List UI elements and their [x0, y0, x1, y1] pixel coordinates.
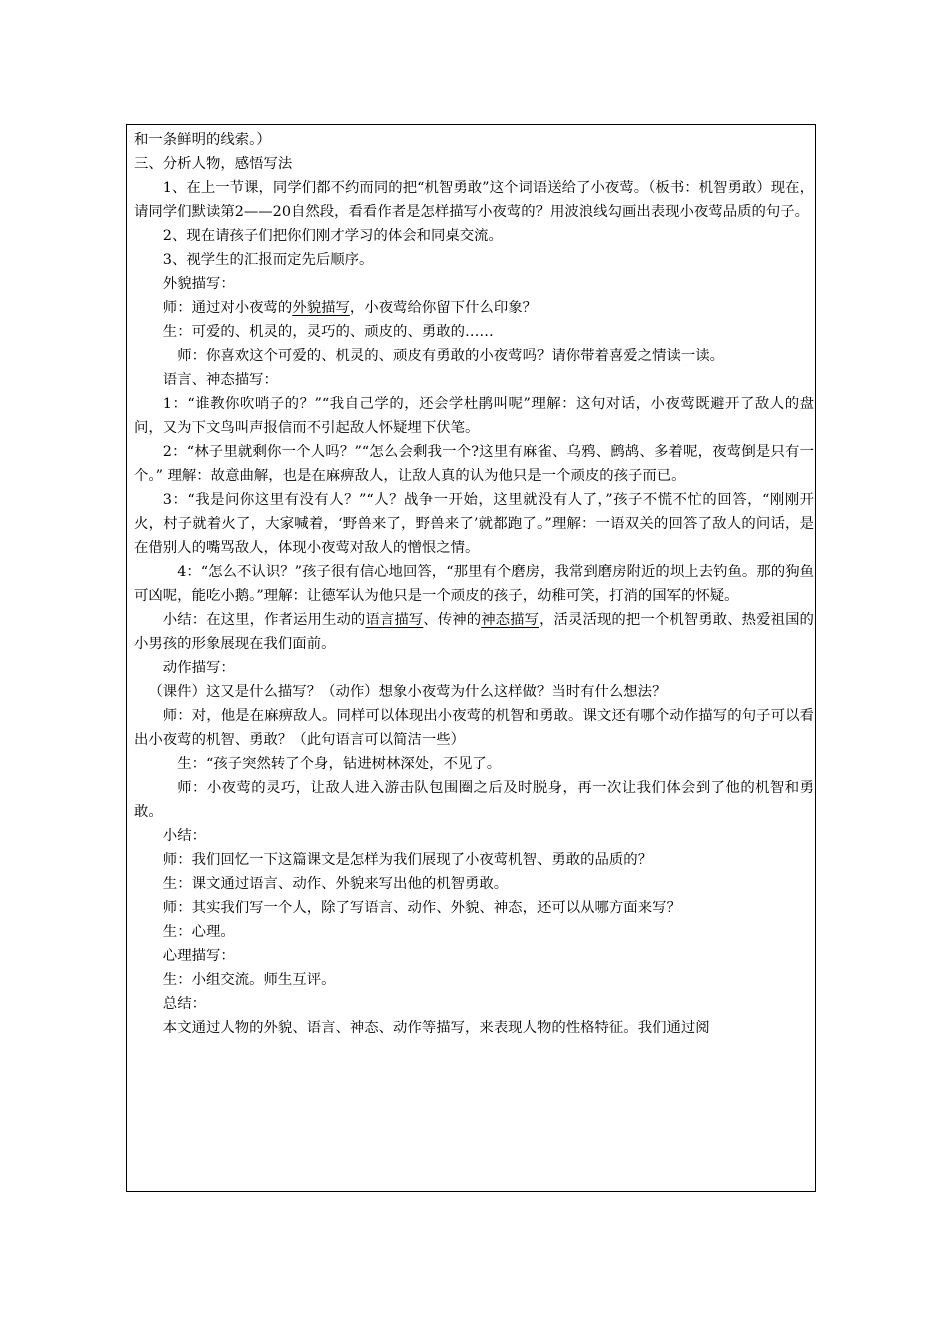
- student-action-answer: 生：“孩子突然转了个身，钻进树林深处，不见了。: [177, 756, 502, 772]
- heading-appearance: 外貌描写：: [162, 276, 235, 292]
- underlined-expression: 神态描写: [481, 612, 540, 628]
- section-heading-analyze: 三、分析人物，感悟写法: [134, 156, 293, 172]
- student-recall-answer: 生：课文通过语言、动作、外貌来写出他的机智勇敢。: [162, 876, 509, 892]
- line-clue-end: 和一条鲜明的线索。）: [134, 132, 271, 148]
- heading-summary: 小结：: [162, 828, 206, 844]
- step-3: 3、视学生的汇报而定先后顺序。: [162, 252, 374, 268]
- teacher-recall-question: 师：我们回忆一下这篇课文是怎样为我们展现了小夜莺机智、勇敢的品质的？: [162, 852, 653, 868]
- underlined-appearance: 外貌描写: [292, 300, 350, 316]
- heading-psychology: 心理描写：: [162, 948, 235, 964]
- summary-language: 小结：在这里，作者运用生动的语言描写、传神的神态描写，活灵活现的把一个机智勇敢、热爱祖国的小男孩的形象展现在我们面前。: [134, 612, 814, 652]
- student-group-exchange: 生：小组交流。师生互评。: [162, 972, 336, 988]
- underlined-language: 语言描写: [365, 612, 424, 628]
- dialogue-1: 1：“谁教你吹哨子的？”“我自己学的，还会学杜鹃叫呢”理解：这句对话，小夜莺既避开了敌人的盘问，又为下文鸟叫声报信而不引起敌人怀疑埋下伏笔。: [134, 396, 814, 436]
- teacher-other-question: 师：其实我们写一个人，除了写语言、动作、外貌、神态，还可以从哪方面来写？: [162, 900, 681, 916]
- heading-action: 动作描写：: [162, 660, 235, 676]
- step-1: 1、在上一节课，同学们都不约而同的把“机智勇敢”这个词语送给了小夜莺。（板书：机智勇敢）现在，请同学们默读第2——20自然段，看看作者是怎样描写小夜莺的？用波浪线勾画出表现小夜莺品质的句子。: [134, 180, 814, 220]
- step-2: 2、现在请孩子们把你们刚才学习的体会和同桌交流。: [162, 228, 503, 244]
- dialogue-3: 3：“我是问你这里有没有人？”“人？战争一开始，这里就没有人了，”孩子不慌不忙的回答，“刚刚开火，村子就着火了，大家喊着，‘野兽来了，野兽来了’就都跑了。”理解：一语双关的回答了敌人的问话，是在借别人的嘴骂敌人，体现小夜莺对敌人的憎恨之情。: [134, 492, 814, 556]
- dialogue-2: 2：“林子里就剩你一个人吗？”“怎么会剩我一个?这里有麻雀、乌鸦、鹧鸪、多着呢，夜莺倒是只有一个。” 理解：故意曲解，也是在麻痹敌人，让敌人真的认为他只是一个顽皮的孩子而已。: [134, 444, 814, 484]
- heading-conclusion: 总结：: [162, 996, 206, 1012]
- teacher-action-comment: 师：对，他是在麻痹敌人。同样可以体现出小夜莺的机智和勇敢。课文还有哪个动作描写的句子可以看出小夜莺的机智、勇敢？（此句语言可以简洁一些）: [134, 708, 814, 748]
- lesson-text: [134, 128, 814, 1040]
- conclusion-text: 本文通过人物的外貌、语言、神态、动作等描写，来表现人物的性格特征。我们通过阅: [162, 1020, 710, 1036]
- teacher-question-appearance: 师：通过对小夜莺的外貌描写，小夜莺给你留下什么印象？: [162, 300, 537, 316]
- teacher-action-summary: 师：小夜莺的灵巧，让敌人进入游击队包围圈之后及时脱身，再一次让我们体会到了他的机智和勇敢。: [134, 780, 814, 820]
- dialogue-4: 4：“怎么不认识？”孩子很有信心地回答，“那里有个磨房，我常到磨房附近的坝上去钓鱼。那的狗鱼可凶呢，能吃小鹅。”理解：让德军认为他只是一个顽皮的孩子，幼稚可笑，打消的国军的怀疑。: [134, 564, 814, 604]
- student-psychology-answer: 生：心理。: [162, 924, 235, 940]
- courseware-question: （课件）这又是什么描写？（动作）想象小夜莺为什么这样做？当时有什么想法？: [148, 684, 667, 700]
- heading-language-expression: 语言、神态描写：: [162, 372, 278, 388]
- student-answer-appearance: 生：可爱的、机灵的，灵巧的、顽皮的、勇敢的……: [162, 324, 494, 340]
- teacher-read-prompt: 师：你喜欢这个可爱的、机灵的、顽皮有勇敢的小夜莺吗？请你带着喜爱之情读一读。: [177, 348, 725, 364]
